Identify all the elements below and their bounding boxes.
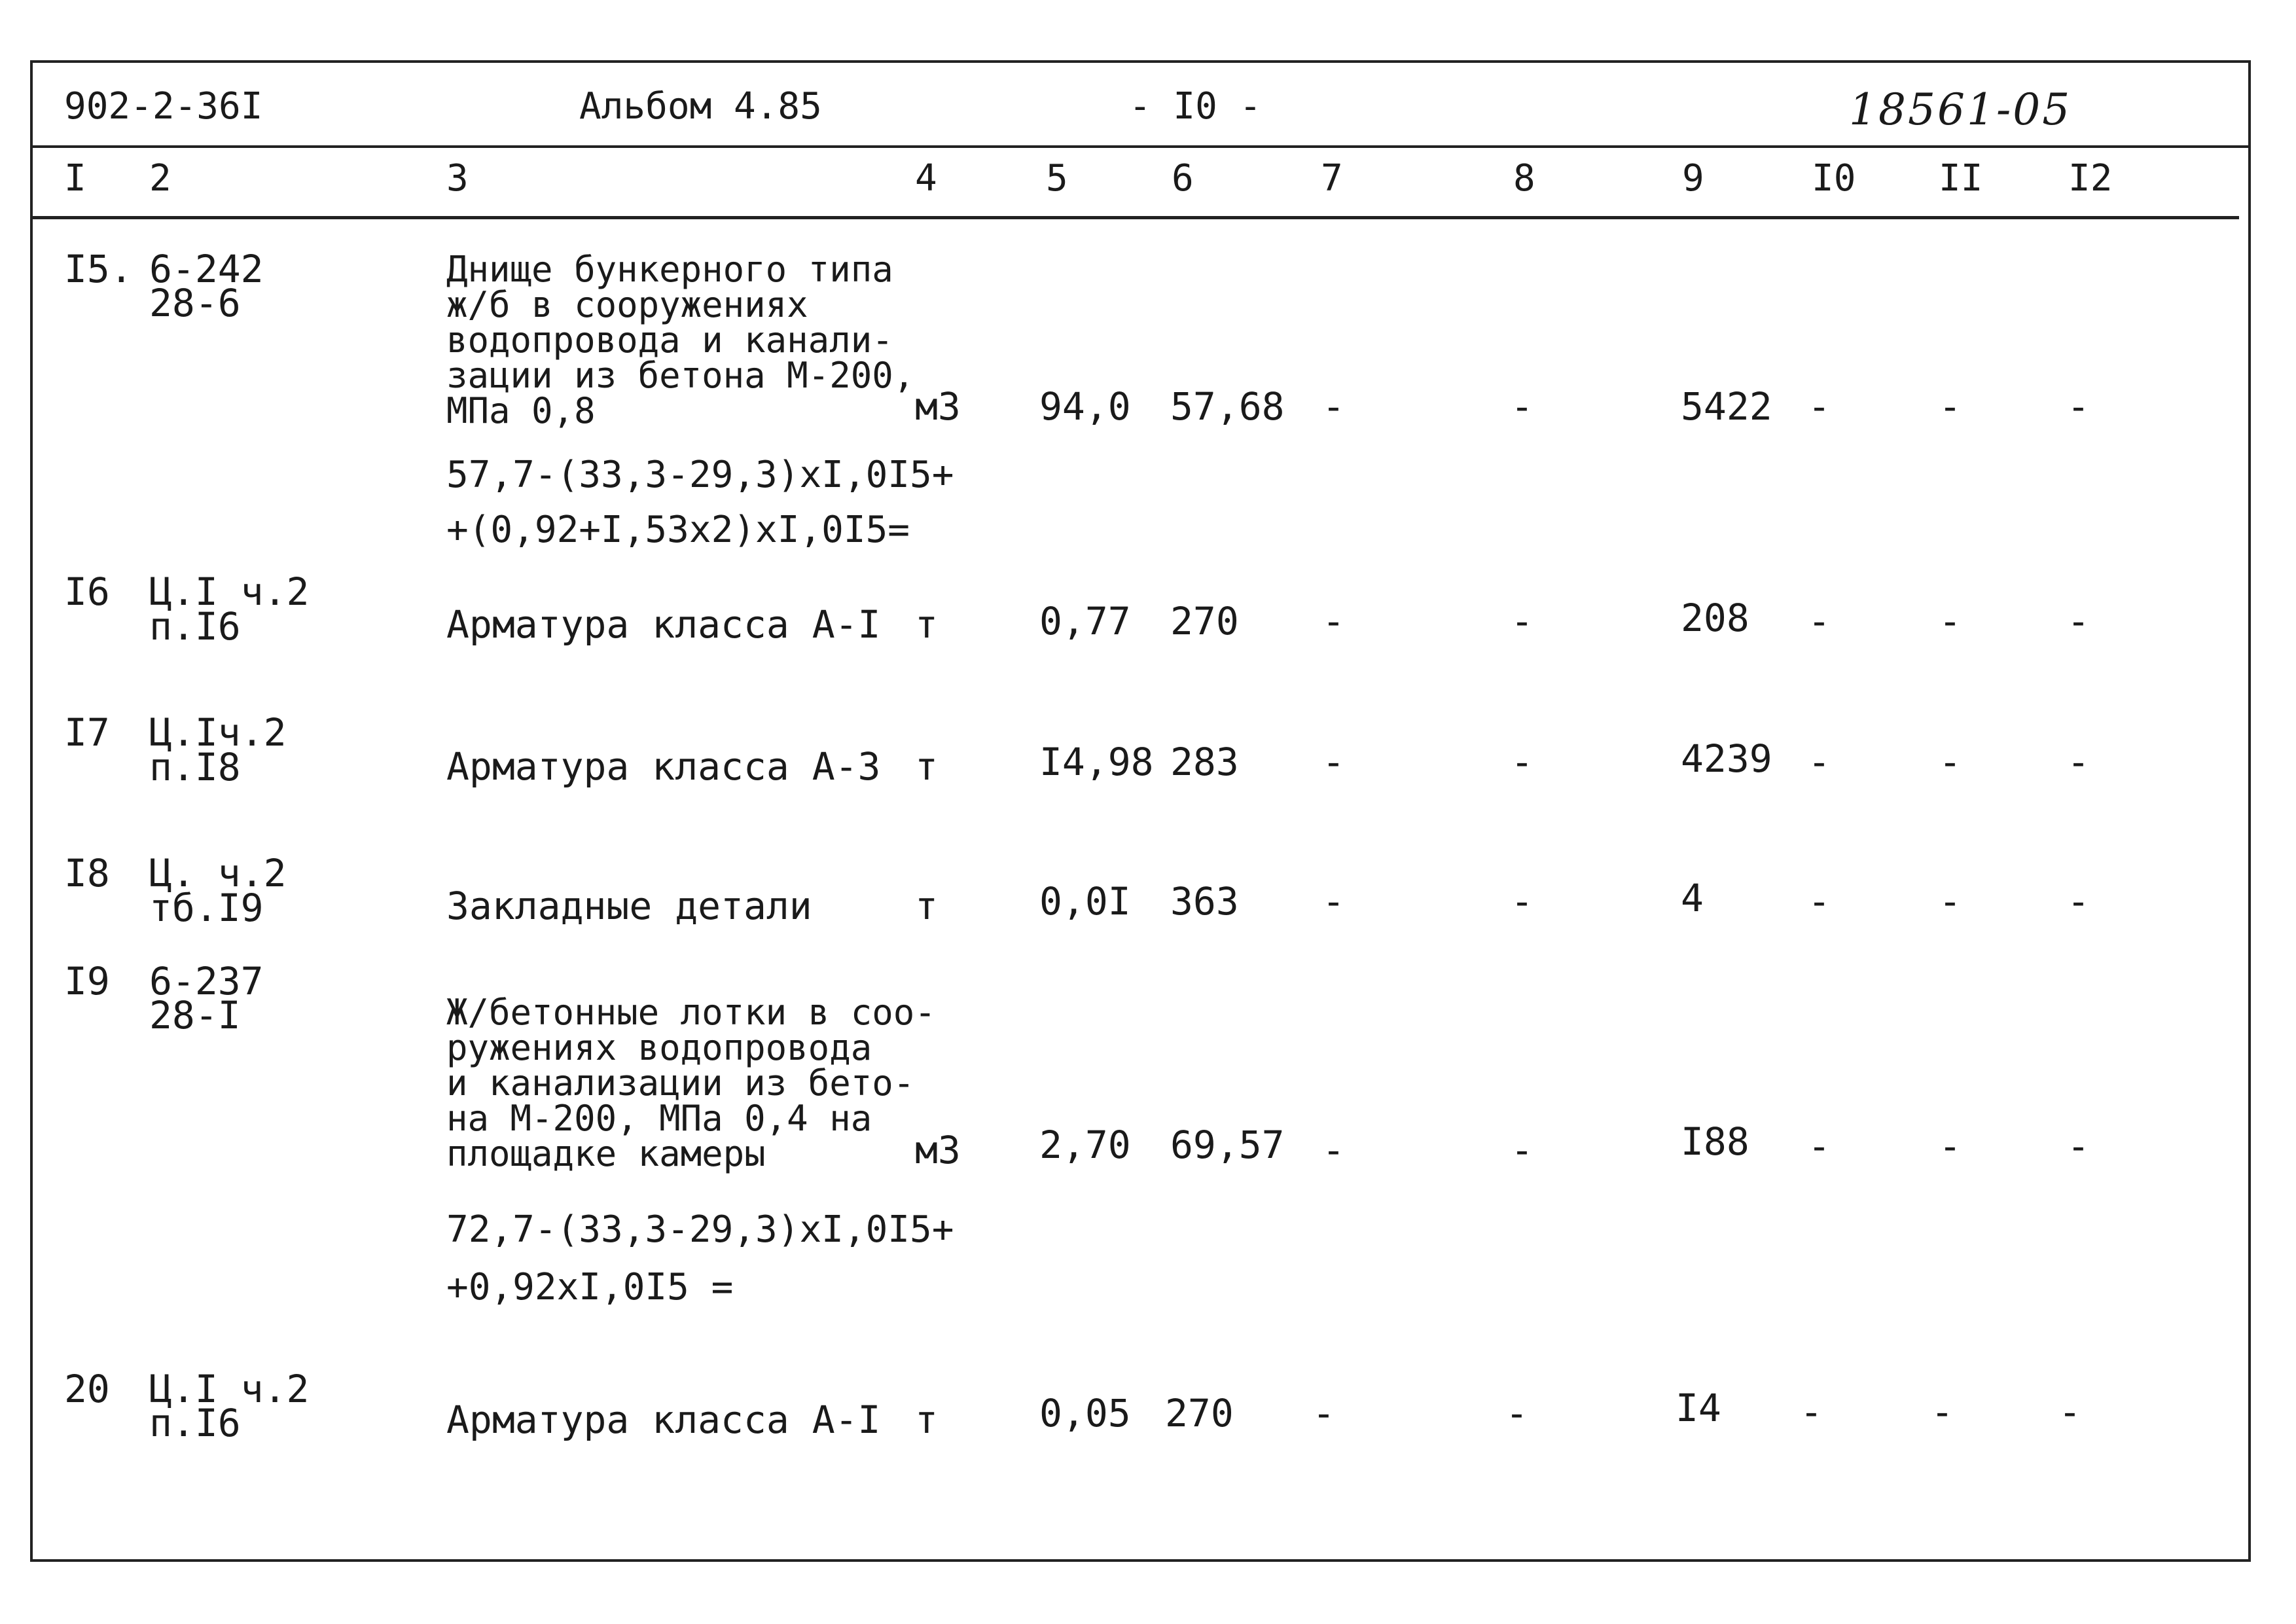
- row-col8: -: [1511, 1128, 1534, 1172]
- row-reference-sub: 28-6: [149, 281, 241, 325]
- document-code: 902-2-36I: [64, 85, 263, 128]
- row-reference-sub: 28-I: [149, 993, 241, 1038]
- row-reference-sub: п.I6: [149, 1401, 241, 1445]
- row-col8: -: [1511, 384, 1534, 429]
- row-col10: -: [1808, 879, 1831, 924]
- row-col12: -: [2067, 1124, 2090, 1168]
- row-col11: -: [1939, 384, 1962, 429]
- row-col12: -: [2067, 740, 2090, 784]
- row-reference-sub: п.I6: [149, 604, 241, 649]
- row-col5: 0,0I: [1039, 879, 1131, 924]
- row-col7: -: [1322, 740, 1345, 784]
- row-col12: -: [2067, 599, 2090, 643]
- row-col6: 69,57: [1170, 1123, 1285, 1167]
- row-unit: т: [915, 602, 938, 647]
- row-col8: -: [1511, 740, 1534, 784]
- row-col8: -: [1511, 879, 1534, 924]
- column-number: I: [64, 157, 86, 200]
- row-col7: -: [1322, 879, 1345, 924]
- column-number: 8: [1513, 157, 1535, 200]
- row-col6: 270: [1170, 599, 1239, 643]
- row-col8: -: [1505, 1391, 1528, 1435]
- row-col6: 283: [1170, 740, 1239, 784]
- column-number: 6: [1172, 157, 1194, 200]
- row-col6: 270: [1165, 1391, 1234, 1435]
- row-calculation: 72,7-(33,3-29,3)xI,0I5+ +0,92xI,0I5 =: [446, 1208, 954, 1308]
- row-col10: -: [1808, 384, 1831, 429]
- row-col12: -: [2067, 384, 2090, 429]
- column-number: 5: [1046, 157, 1068, 200]
- column-number: 9: [1682, 157, 1704, 200]
- row-description: Арматура класса А-3: [446, 744, 881, 789]
- handwritten-number: 18561-05: [1849, 84, 2072, 135]
- row-reference: 6-242: [149, 247, 264, 291]
- row-col8: -: [1511, 599, 1534, 643]
- column-number: 2: [149, 157, 171, 200]
- header-rule: [30, 145, 2248, 148]
- row-unit: т: [915, 884, 938, 928]
- column-number: 4: [915, 157, 937, 200]
- row-reference: 6-237: [149, 959, 264, 1003]
- row-number: I5.: [64, 247, 133, 291]
- row-number: I6: [64, 569, 110, 614]
- row-col9: 4: [1681, 876, 1704, 920]
- row-number: 20: [64, 1367, 110, 1411]
- row-description: Ж/бетонные лотки в соо- ружениях водопровода и канализации из бето- на М-200, МПа 0,4 на площадке камеры: [446, 992, 936, 1174]
- row-col9: I4: [1676, 1386, 1721, 1430]
- page-number: - I0 -: [1129, 85, 1262, 128]
- row-col11: -: [1939, 879, 1962, 924]
- row-reference: Ц. ч.2: [149, 851, 287, 895]
- row-col9: 4239: [1681, 736, 1772, 781]
- row-reference-sub: тб.I9: [149, 886, 264, 930]
- row-col9: 5422: [1681, 384, 1772, 429]
- row-reference: Ц.I ч.2: [149, 569, 310, 614]
- row-col11: -: [1939, 740, 1962, 784]
- row-number: I8: [64, 851, 110, 895]
- row-description: Закладные детали: [446, 884, 812, 928]
- row-unit: т: [915, 1398, 938, 1442]
- row-col12: -: [2067, 879, 2090, 924]
- row-description: Арматура класса А-I: [446, 602, 881, 647]
- row-reference-sub: п.I8: [149, 745, 241, 789]
- row-col5: 0,05: [1039, 1391, 1131, 1435]
- row-col10: -: [1800, 1390, 1823, 1434]
- row-col12: -: [2058, 1390, 2081, 1434]
- row-col10: -: [1808, 740, 1831, 784]
- column-number: 3: [446, 157, 469, 200]
- row-reference: Ц.I ч.2: [149, 1367, 310, 1411]
- album-label: Альбом 4.85: [579, 85, 822, 128]
- column-number: I0: [1812, 157, 1856, 200]
- bottom-rule: [30, 1559, 2248, 1562]
- column-number: II: [1939, 157, 1983, 200]
- row-unit: т: [915, 744, 938, 789]
- row-description: Днище бункерного типа ж/б в сооружениях водопровода и канали- зации из бетона М-200, МПа 0,8: [446, 249, 915, 431]
- row-col7: -: [1312, 1391, 1335, 1435]
- row-unit: м3: [915, 384, 961, 429]
- row-col5: 0,77: [1039, 599, 1131, 643]
- row-col7: -: [1322, 1128, 1345, 1172]
- row-col9: 208: [1681, 596, 1749, 640]
- row-col11: -: [1939, 599, 1962, 643]
- row-col11: -: [1931, 1390, 1954, 1434]
- row-col5: 94,0: [1039, 384, 1131, 429]
- row-reference: Ц.Iч.2: [149, 710, 287, 755]
- row-col9: I88: [1681, 1119, 1749, 1164]
- row-col5: 2,70: [1039, 1123, 1131, 1167]
- row-col7: -: [1322, 599, 1345, 643]
- row-col6: 57,68: [1170, 384, 1285, 429]
- row-description: Арматура класса А-I: [446, 1398, 881, 1442]
- page-frame: [30, 60, 2251, 1562]
- row-col5: I4,98: [1039, 740, 1154, 784]
- row-col11: -: [1939, 1124, 1962, 1168]
- row-col6: 363: [1170, 879, 1239, 924]
- row-unit: м3: [915, 1128, 961, 1172]
- row-number: I7: [64, 710, 110, 755]
- column-number: 7: [1321, 157, 1343, 200]
- row-col10: -: [1808, 599, 1831, 643]
- row-number: I9: [64, 959, 110, 1003]
- row-col7: -: [1322, 384, 1345, 429]
- row-calculation: 57,7-(33,3-29,3)xI,0I5+ +(0,92+I,53x2)xI,0I5=: [446, 454, 954, 551]
- column-number: I2: [2068, 157, 2113, 200]
- row-col10: -: [1808, 1124, 1831, 1168]
- column-numbers-rule: [30, 216, 2239, 219]
